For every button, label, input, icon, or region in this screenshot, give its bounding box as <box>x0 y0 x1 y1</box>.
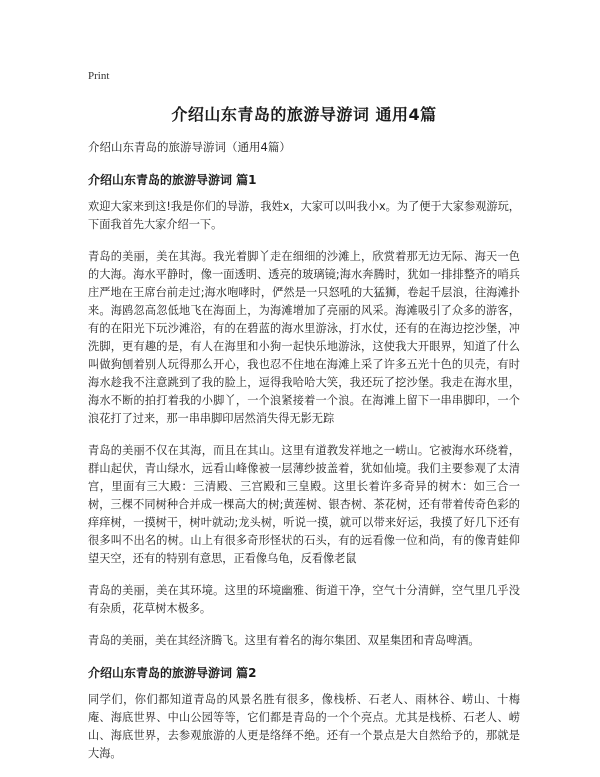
print-link[interactable]: Print <box>88 70 110 82</box>
document-subtitle: 介绍山东青岛的旅游导游词（通用4篇） <box>88 140 291 154</box>
paragraph: 青岛的美丽，美在其海。我光着脚丫走在细细的沙滩上，欣赏着那无边无际、海天一色的大海。海水平静时，像一面透明、透亮的玻璃镜;海水奔腾时，犹如一排排整齐的哨兵庄严地在王席台前走过;海水咆哮时，俨然是一只怒吼的大猛狮，卷起千层浪，往海滩扑来。海鸥忽高忽低地飞在海面上，为海滩增加了亮丽的风采。海滩吸引了众多的游客，有的在阳光下玩沙滩浴，有的在碧蓝的海水里游泳，打水仗，还有的在海边挖沙堡，冲洗脚，更有趣的是，有人在海里和小狗一起快乐地游泳，这使我大开眼界，知道了什么叫做狗刨着别人玩得那么开心，我也忍不住地在海滩上采了许多五光十色的贝壳，有时海水趁我不注意跳到了我的脸上，逗得我哈哈大笑，我还玩了挖沙堡。我走在海水里，海水不断的拍打着我的小脚丫，一个浪紧接着一个浪。在海滩上留下一串串脚印，一个浪花打了过来，那一串串脚印居然消失得无影无踪 <box>88 250 520 425</box>
section-heading-1: 介绍山东青岛的旅游导游词 篇1 <box>88 173 257 187</box>
section-heading-2: 介绍山东青岛的旅游导游词 篇2 <box>88 666 257 680</box>
paragraph: 欢迎大家来到这!我是你们的导游，我姓x，大家可以叫我小x。为了便于大家参观游玩，下面我首先大家介绍一下。 <box>88 200 520 231</box>
document-page <box>88 70 520 777</box>
paragraph: 同学们，你们都知道青岛的风景名胜有很多，像栈桥、石老人、雨林谷、崂山、十梅庵、海底世界、中山公园等等，它们都是青岛的一个个亮点。尤其是栈桥、石老人、崂山、海底世界，去参观旅游的人更是络绎不绝。还有一个景点是大自然给予的，那就是大海。 <box>88 693 520 760</box>
document-title: 介绍山东青岛的旅游导游词 通用4篇 <box>171 105 437 124</box>
paragraph: 青岛的美丽不仅在其海，而且在其山。这里有道教发祥地之一崂山。它被海水环绕着，群山起伏，青山绿水，远看山峰像被一层薄纱披盖着，犹如仙境。我们主要参观了太清宫，里面有三大殿：三清殿、三宫殿和三皇殿。这里长着许多奇异的树木：如三合一树，三棵不同树种合并成一棵高大的树;黄莲树、银杏树、茶花树，还有带着传奇色彩的痒痒树，一摸树干，树叶就动;龙头树，听说一摸，就可以带来好运，我摸了好几下还有很多叫不出名的树。山上有很多奇形怪状的石头，有的远看像一位和尚，有的像青蛙仰望天空，还有的特别有意思，正看像乌龟，反看像老鼠 <box>88 444 520 565</box>
paragraph: 青岛的美丽，美在其经济腾飞。这里有着名的海尔集团、双星集团和青岛啤酒。 <box>88 634 480 647</box>
paragraph: 青岛的美丽，美在其环境。这里的环境幽雅、街道干净，空气十分清鲜，空气里几乎没有杂质，花草树木极多。 <box>88 584 520 615</box>
